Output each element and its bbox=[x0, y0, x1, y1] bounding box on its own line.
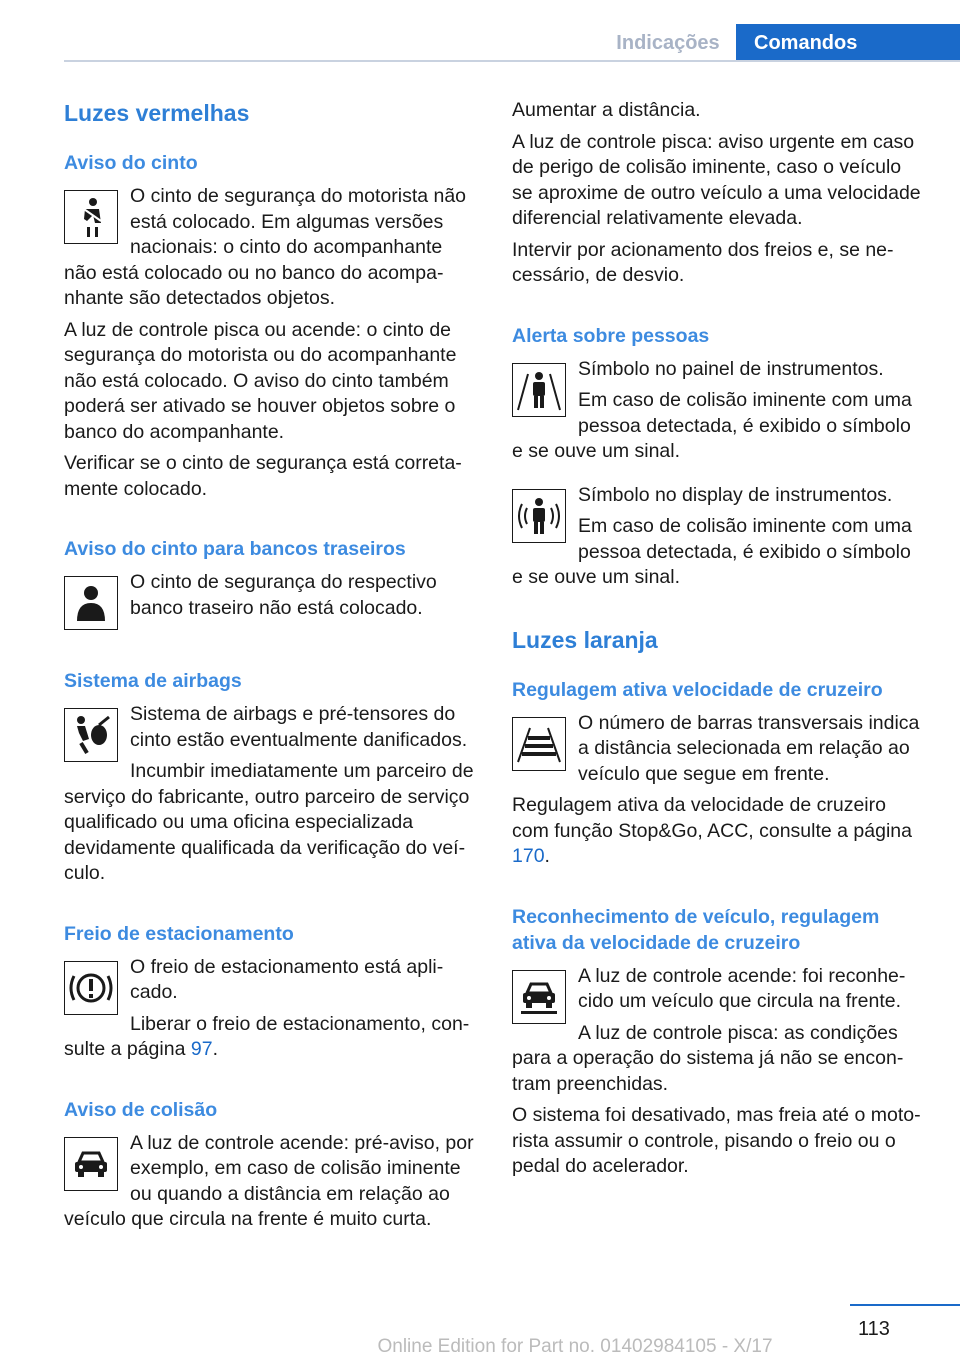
text-pessoas-4: Em caso de colisão iminente com uma pessoa detectada, é exibido o símbolo e se ouve um sinal. bbox=[512, 515, 912, 588]
text-cinto-traseiro: O cinto de segurança do respectivo banco traseiro não está colocado. bbox=[130, 571, 437, 619]
text-pessoas-2: Em caso de colisão iminente com uma pessoa detectada, é exibido o símbolo e se ouve um sinal. bbox=[512, 389, 912, 462]
section-title-colisao: Aviso de colisão bbox=[64, 1098, 218, 1121]
left-column bbox=[64, 98, 478, 1239]
seatbelt-icon bbox=[64, 190, 118, 244]
text-pessoas-1: Símbolo no painel de instrumentos. bbox=[578, 357, 884, 380]
parking-brake-icon bbox=[64, 961, 118, 1015]
right-column bbox=[512, 98, 926, 1186]
text-airbags-2: Incumbir imediatamente um parceiro de serviço do fabricante, outro parceiro de serviço qualificado ou uma oficina especializada devidamente qualificada da verificação do veículo. bbox=[64, 760, 474, 884]
text-pisca-aviso: A luz de controle pisca: aviso urgente em caso de perigo de colisão iminente, caso o veículo se aproxime de outro veículo a uma velocidade diferencial relativamente elevada. bbox=[512, 130, 921, 229]
section-title-freio: Freio de estacionamento bbox=[64, 922, 294, 945]
page-link-97[interactable]: 97 bbox=[190, 1038, 213, 1060]
rear-seatbelt-icon bbox=[64, 576, 118, 630]
distance-bars-icon bbox=[512, 717, 566, 771]
text-aumentar-distancia: Aumentar a distância. bbox=[512, 99, 701, 121]
section-title-reconhecimento: Reconhecimento de veículo, regulagem ativa da velocidade de cruzeiro bbox=[512, 905, 880, 954]
page-header bbox=[0, 0, 960, 62]
text-freio-2: Liberar o freio de estacionamento, consulte a página 97. bbox=[64, 1012, 470, 1060]
text-intervir: Intervir por acionamento dos freios e, se necessário, de desvio. bbox=[512, 238, 894, 286]
heading-luzes-vermelhas: Luzes vermelhas bbox=[64, 100, 250, 126]
section-title-aviso-cinto: Aviso do cinto bbox=[64, 152, 198, 174]
edition-footer: Online Edition for Part no. 01402984105 - X/17 bbox=[377, 1336, 773, 1357]
text-freio-1: O freio de estacionamento está aplicado. bbox=[130, 955, 444, 1003]
text-reconhecimento-2: A luz de controle pisca: as condições para a operação do sistema já não se encontram preenchidas. bbox=[512, 1021, 904, 1095]
text-reconhecimento-1: A luz de controle acende: foi reconhecido um veículo que circula na frente. bbox=[578, 964, 906, 1012]
page-number: 113 bbox=[858, 1318, 890, 1340]
airbag-icon bbox=[64, 708, 118, 762]
tab-comandos[interactable]: Comandos bbox=[736, 24, 960, 62]
pedestrian-display-icon bbox=[512, 489, 566, 543]
collision-warning-icon bbox=[64, 1137, 118, 1191]
footer-divider bbox=[850, 1304, 960, 1306]
section-title-airbags: Sistema de airbags bbox=[64, 670, 242, 692]
text-reconhecimento-3: O sistema foi desativado, mas freia até o motorista assumir o controle, pisando o freio ou o pedal do acelerador. bbox=[512, 1104, 921, 1177]
text-cruzeiro-2: Regulagem ativa da velocidade de cruzeiro com função Stop&Go, ACC, consulte a página 170. bbox=[512, 794, 912, 867]
header-divider bbox=[64, 60, 960, 62]
text-aviso-cinto-1: O cinto de segurança do motorista não está colocado. Em algumas versões nacionais: o cinto do acompanhante não está colocado ou no banco do acompanhante são detectados objetos. bbox=[64, 185, 467, 309]
text-pessoas-3: Símbolo no display de instrumentos. bbox=[578, 483, 893, 506]
section-title-cruzeiro: Regulagem ativa velocidade de cruzeiro bbox=[512, 678, 883, 701]
section-title-cinto-traseiro: Aviso do cinto para bancos traseiros bbox=[64, 538, 406, 560]
text-colisao-1: A luz de controle acende: pré-aviso, por exemplo, em caso de colisão iminente ou quando a distância em relação ao veículo que circula na frente é muito curta. bbox=[64, 1131, 474, 1230]
vehicle-detected-icon bbox=[512, 970, 566, 1024]
text-aviso-cinto-2: A luz de controle pisca ou acende: o cinto de segurança do motorista ou do acompanhante não está colocado. O aviso do cinto também poderá ser ativado se houver objetos sobre o banco do acompanhante. bbox=[64, 318, 457, 443]
page-link-170[interactable]: 170 bbox=[512, 845, 545, 867]
section-title-pessoas: Alerta sobre pessoas bbox=[512, 324, 710, 347]
text-airbags-1: Sistema de airbags e pré-tensores do cinto estão eventualmente danificados. bbox=[130, 703, 468, 751]
text-aviso-cinto-3: Verificar se o cinto de segurança está corretamente colocado. bbox=[64, 452, 462, 500]
heading-luzes-laranja: Luzes laranja bbox=[512, 626, 658, 653]
text-cruzeiro-1: O número de barras transversais indica a distância selecionada em relação ao veículo que segue em frente. bbox=[578, 711, 920, 785]
tab-indicacoes[interactable]: Indicações bbox=[616, 32, 720, 54]
pedestrian-warning-icon bbox=[512, 363, 566, 417]
